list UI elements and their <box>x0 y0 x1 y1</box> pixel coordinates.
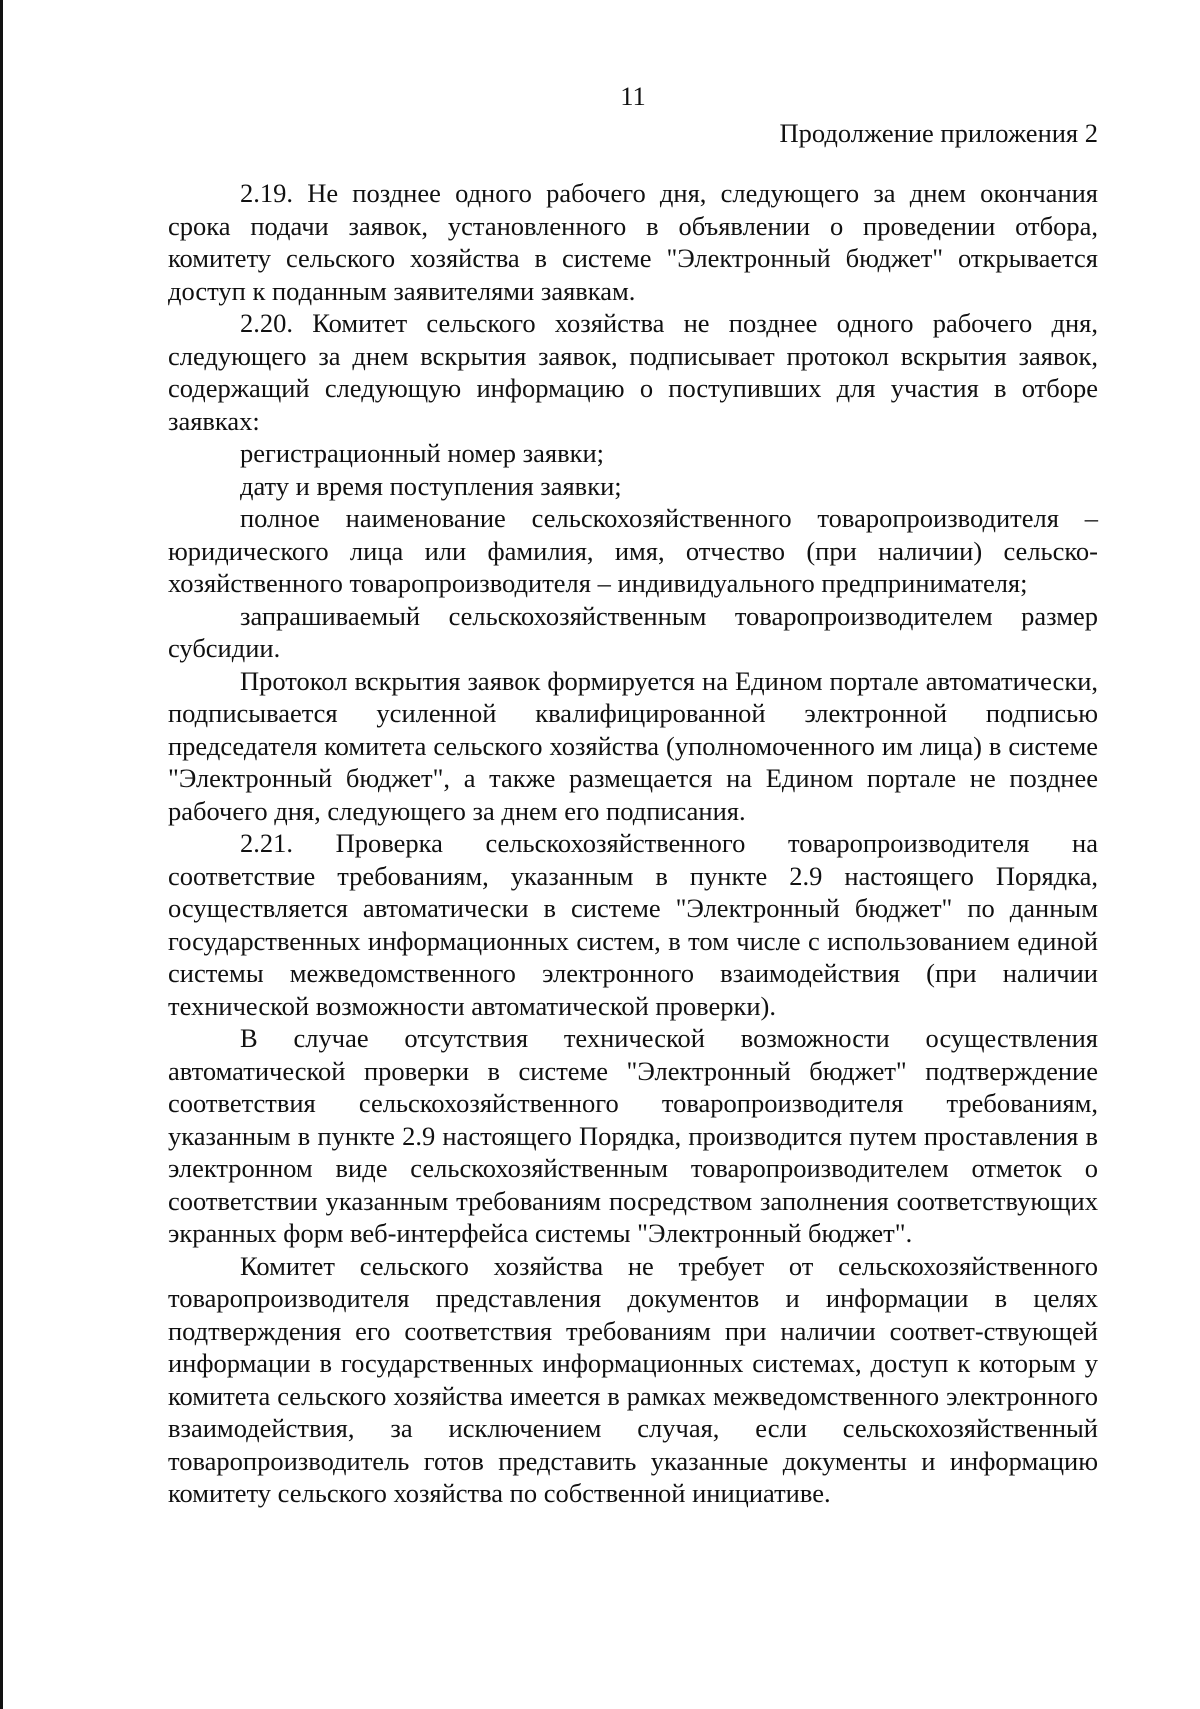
list-item-subsidy-size: запрашиваемый сельскохозяйственным товаропроизводителем размер субсидии. <box>168 600 1098 663</box>
header-note: Продолжение приложения 2 <box>779 117 1098 148</box>
list-item-date-time: дату и время поступления заявки; <box>240 470 622 501</box>
paragraph-2-19: 2.19. Не позднее одного рабочего дня, следующего за днем окончания срока подачи заявок, установленного в объявлении о проведении отбора, комитету сельского хозяйства в системе "Электронный бюджет" открывается доступ к поданным заявителями заявкам. <box>168 178 1098 306</box>
page-number: 11 <box>620 81 646 111</box>
paragraph-protocol: Протокол вскрытия заявок формируется на Едином портале автоматически, подписывается усиленной квалифицированной электронной подписью председателя комитета сельского хозяйства (уполномоченного им лица) в системе "Электронный бюджет", а также размещается на Едином портале не позднее рабочего дня, следующего за днем его подписания. <box>168 665 1098 826</box>
document-page <box>168 80 1098 1510</box>
paragraph-no-technical-possibility: В случае отсутствия технической возможности осуществления автоматической проверки в системе "Электронный бюджет" подтверждение соответствия сельскохозяйственного товаропроизводителя требованиям, указанным в пункте 2.9 настоящего Порядка, производится путем проставления в электронном виде сельскохозяйственным товаропроизводителем отметок о соответствии указанным требованиям посредством заполнения соответствующих экранных форм веб-интерфейса системы "Электронный бюджет". <box>168 1023 1098 1248</box>
list-item-full-name: полное наименование сельскохозяйственного товаропроизводителя – юридического лица или фамилия, имя, отчество (при наличии) сельско-хозяйственного товаропроизводителя – индивидуального предпринимателя; <box>168 503 1098 598</box>
scan-edge <box>0 0 3 1709</box>
paragraph-2-20: 2.20. Комитет сельского хозяйства не позднее одного рабочего дня, следующего за днем вскрытия заявок, подписывает протокол вскрытия заявок, содержащий следующую информацию о поступивших для участия в отборе заявках: <box>168 308 1098 436</box>
list-item-registration-number: регистрационный номер заявки; <box>240 438 605 468</box>
paragraph-committee-requirements: Комитет сельского хозяйства не требует от сельскохозяйственного товаропроизводителя представления документов и информации в целях подтверждения его соответствия требованиям при наличии соответ-ствующей информации в государственных информационных системах, доступ к которым у комитета сельского хозяйства имеется в рамках межведомственного электронного взаимодействия, за исключением случая, если сельскохозяйственный товаропроизводитель готов представить указанные документы и информацию комитету сельского хозяйства по собственной инициативе. <box>168 1250 1098 1508</box>
paragraph-2-21: 2.21. Проверка сельскохозяйственного товаропроизводителя на соответствие требованиям, указанным в пункте 2.9 настоящего Порядка, осуществляется автоматически в системе "Электронный бюджет" по данным государственных информационных систем, в том числе с использованием единой системы межведомственного электронного взаимодействия (при наличии технической возможности автоматической проверки). <box>168 828 1098 1021</box>
